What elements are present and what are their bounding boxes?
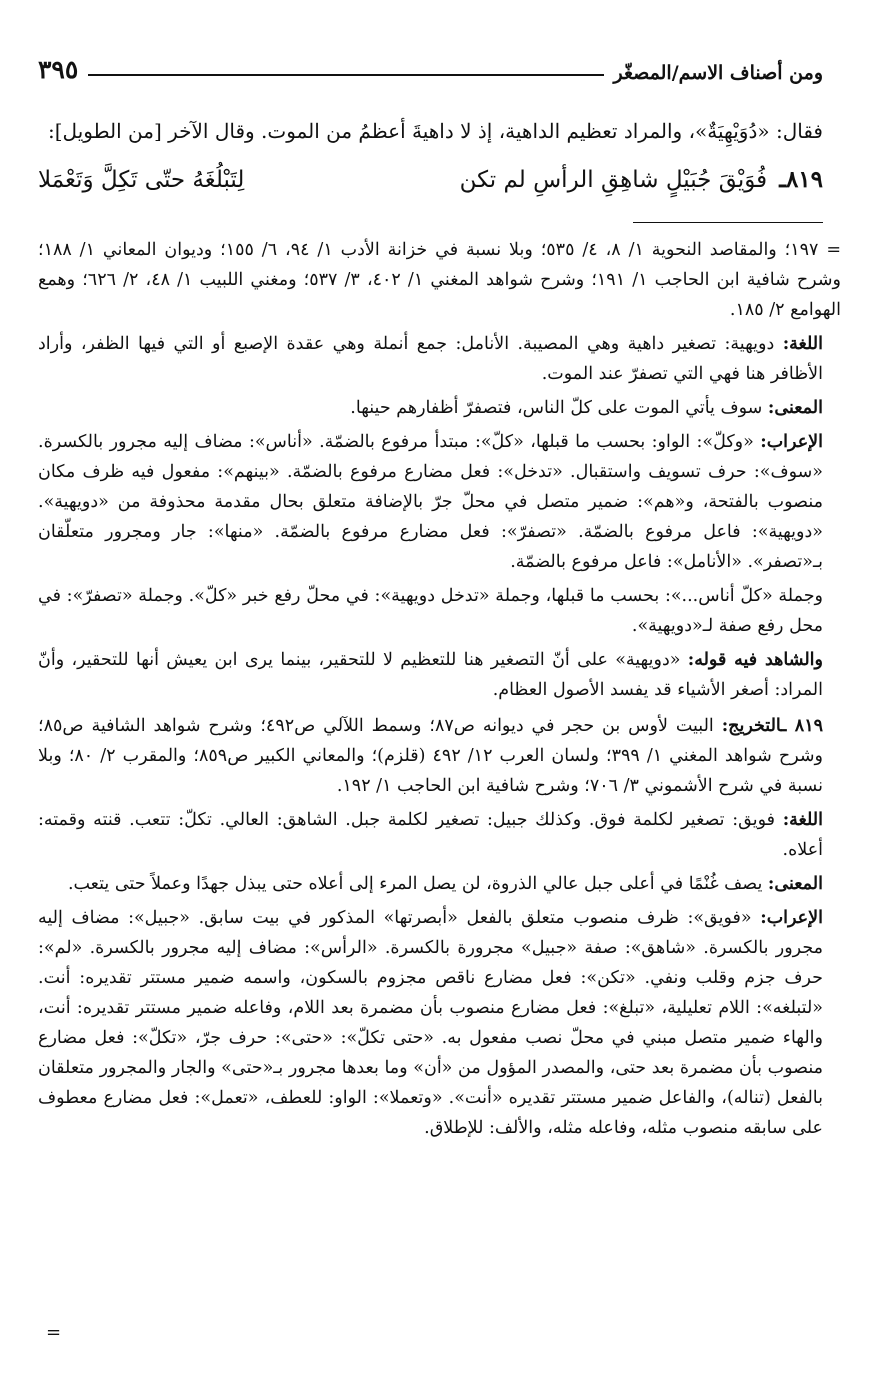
- hemistich-second: لِتَبْلُغَهُ حتّى تَكِلَّ وَتَعْمَلا: [38, 167, 245, 193]
- note-irab-2: [38, 903, 823, 1143]
- note-irab-1: [38, 427, 823, 577]
- note-label: التخريج:: [721, 716, 782, 736]
- footnote-818-block: [38, 329, 823, 705]
- note-label: اللغة:: [782, 334, 823, 354]
- running-title: ومن أصناف الاسم/المصغّر: [613, 62, 823, 84]
- note-label: اللغة:: [782, 810, 823, 830]
- note-label: الإعراب:: [760, 908, 823, 928]
- footnote-number: ٨١٩ ـ: [781, 716, 823, 736]
- note-maana-1: [38, 393, 823, 423]
- note-text: البيت لأوس بن حجر في ديوانه ص٨٧؛ وسمط اللآلي ص٤٩٢؛ وشرح شواهد الشافية ص٨٥؛ وشرح شواهد المغني ١/ ٣٩٩؛ ولسان العرب ١٢/ ٤٩٢ (قلزم)؛ والمعاني الكبير ص٨٥٩؛ والمقرب ٢/ ٨٠؛ وبلا نسبة في شرح الأشموني ٣/ ٧٠٦؛ وشرح شافية ابن الحاجب ١/ ١٩٢.: [38, 716, 823, 796]
- note-text: سوف يأتي الموت على كلّ الناس، فتصفرّ أظفارهم حينها.: [350, 398, 763, 418]
- note-text: دويهية: تصغير داهية وهي المصيبة. الأنامل: جمع أنملة وهي عقدة الإصبع أو التي فيها الظفر، وأراد الأظافر هنا فهي التي تصفرّ عند الموت.: [38, 334, 823, 384]
- verse-number: ٨١٩ـ: [779, 166, 823, 193]
- note-label: الإعراب:: [760, 432, 823, 452]
- footnotes: [38, 235, 842, 1143]
- note-takhrij-2: [38, 711, 823, 801]
- main-paragraph: فقال: «دُوَيْهِيَةٌ»، والمراد تعظيم الداهية، إذ لا داهيةَ أعظمُ من الموت. وقال الآخر [من الطويل]:: [48, 119, 823, 143]
- hemistich-first: فُوَيْقَ جُبَيْلٍ شاهِقِ الرأسِ لم تكن: [459, 167, 768, 193]
- note-text: يصف غُنْمًا في أعلى جبل عالي الذروة، لن يصل المرء إلى أعلاه حتى يبذل جهدًا وعملاً حتى يتعب.: [67, 874, 763, 894]
- footnote-continuation: = ١٩٧؛ والمقاصد النحوية ١/ ٨، ٤/ ٥٣٥؛ وبلا نسبة في خزانة الأدب ١/ ٩٤، ٦/ ١٥٥؛ وديوان المعاني ١/ ١٨٨؛ وشرح شافية ابن الحاجب ١/ ١٩١؛ وشرح شواهد المغني ١/ ٤٠٢، ٣/ ٥٣٧؛ ومغني اللبيب ١/ ٤٨، ٢/ ٦٢٦؛ وهمع الهوامع ٢/ ١٨٥.: [38, 240, 842, 320]
- note-label: والشاهد فيه قوله:: [687, 650, 823, 670]
- verse-first-half: [460, 160, 823, 200]
- note-jumal-1: [38, 581, 823, 641]
- note-text: «وكلّ»: الواو: بحسب ما قبلها، «كلّ»: مبتدأ مرفوع بالضمّة. «أناس»: مضاف إليه مجرور بالكسرة. «سوف»: حرف تسويف واستقبال. «تدخل»: فعل مضارع مرفوع بالضمّة. «بينهم»: مفعول فيه ظرف مكان منصوب بالفتحة، و«هم»: ضمير متصل في محلّ جرّ بالإضافة متعلق بحال مقدمة محذوفة من «دويهية». «دويهية»: فاعل مرفوع بالضمّة. «تصفرّ»: فعل مضارع مرفوع بالضمّة. «منها»: جار ومجرور متعلّقان بـ«تصفر». «الأنامل»: فاعل مرفوع بالضمّة.: [38, 432, 823, 572]
- page-number: ٣٩٥: [38, 55, 79, 84]
- main-text: [38, 112, 823, 200]
- continuation-mark: =: [46, 1322, 62, 1343]
- running-header: [38, 50, 823, 84]
- note-maana-2: [38, 869, 823, 899]
- note-shahid-1: [38, 645, 823, 705]
- note-label: المعنى:: [767, 874, 823, 894]
- verse-819: [38, 160, 823, 200]
- footnote-819-block: [38, 711, 823, 1143]
- note-text: فويق: تصغير لكلمة فوق. وكذلك جبيل: تصغير لكلمة جبل. الشاهق: العالي. تكلّ: تتعب. قنته وقمته: أعلاه.: [38, 810, 823, 860]
- note-text: وجملة «كلّ أناس...»: بحسب ما قبلها، وجملة «تدخل دويهية»: في محلّ رفع خبر «كلّ». وجملة «تصفرّ»: في محل رفع صفة لـ«دويهية».: [38, 586, 823, 636]
- footnote-separator: [633, 222, 823, 223]
- header-rule: [88, 74, 603, 76]
- page: [38, 50, 842, 1149]
- note-lugha-1: [38, 329, 823, 389]
- note-label: المعنى:: [767, 398, 823, 418]
- note-text: «فويق»: ظرف منصوب متعلق بالفعل «أبصرتها» المذكور في بيت سابق. «جبيل»: مضاف إليه مجرور بالكسرة. «شاهق»: صفة «جبيل» مجرورة بالكسرة. «الرأس»: مضاف إليه مجرور بالكسرة. «لم»: حرف جزم وقلب ونفي. «تكن»: فعل مضارع ناقص مجزوم بالسكون، واسمه ضمير مستتر تقديره: أنت. «لتبلغه»: اللام تعليلية، «تبلغ»: فعل مضارع منصوب بأن مضمرة بعد اللام، وفاعله ضمير مستتر تقديره: أنت، والهاء ضمير متصل مبني في محلّ نصب مفعول به. «حتى تكلّ»: «حتى»: حرف جرّ، «تكلّ»: فعل مضارع منصوب بأن مضمرة بعد حتى، والمصدر المؤول من «أن» وما بعدها مجرور بـ«حتى» والجار والمجرور متعلقان بالفعل (تناله)، والفاعل ضمير مستتر تقديره «أنت». «وتعملا»: الواو: للعطف، «تعمل»: فعل مضارع معطوف على سابقه منصوب مثله، وفاعله مثله، والألف: للإطلاق.: [38, 908, 823, 1138]
- note-lugha-2: [38, 805, 823, 865]
- note-text: «دويهية» على أنّ التصغير هنا للتعظيم لا للتحقير، بينما يرى ابن يعيش أنها للتحقير، وأنّ المراد: أصغر الأشياء قد يفسد الأصول العظام.: [38, 650, 823, 700]
